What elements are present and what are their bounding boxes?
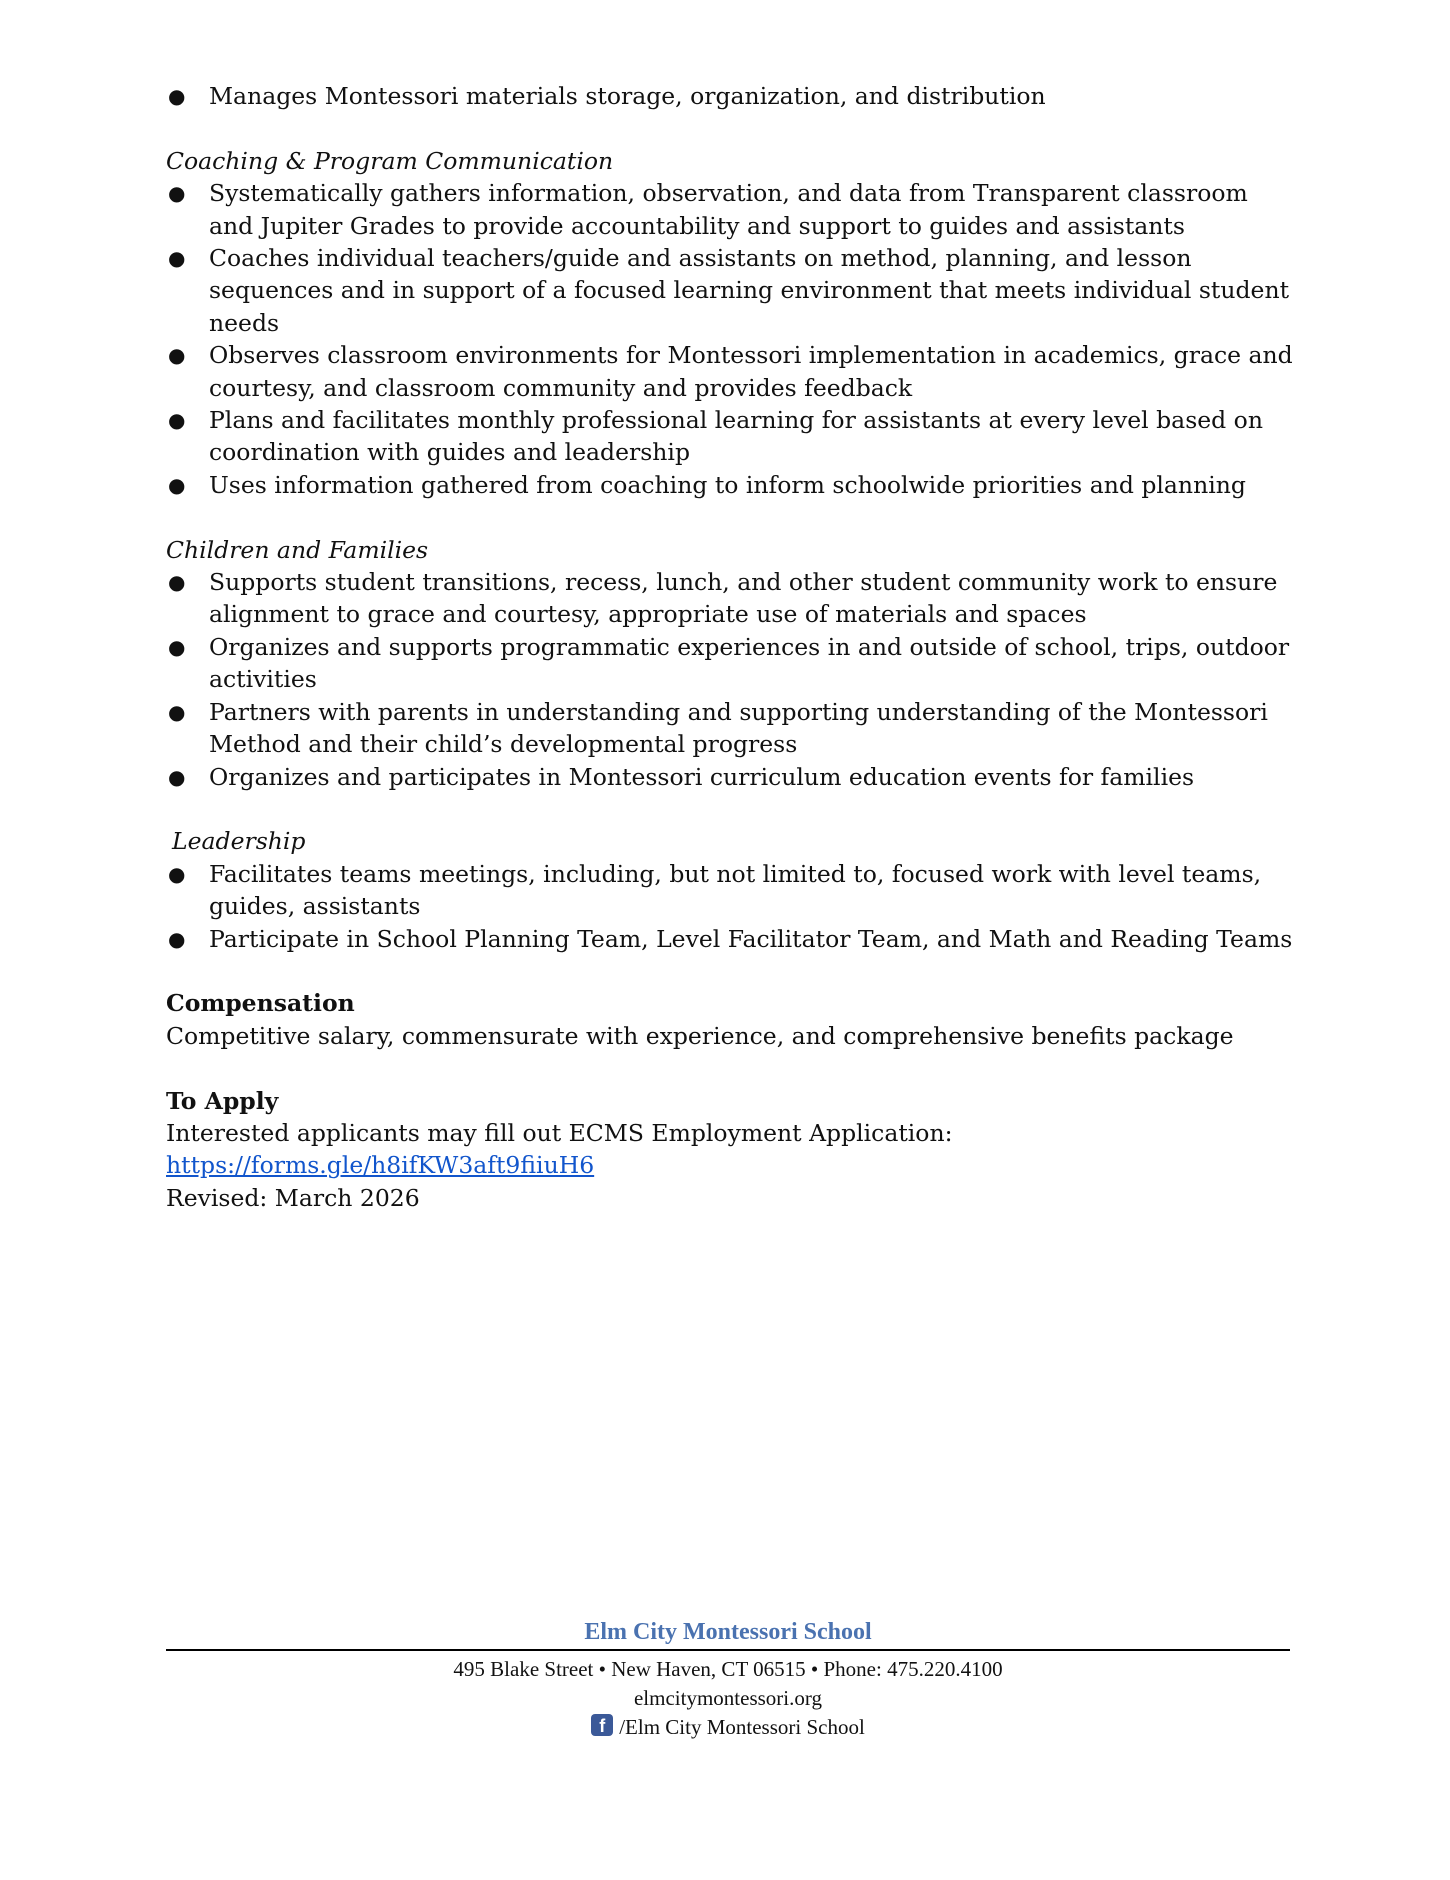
- list-item-text: Plans and facilitates monthly professional learning for assistants at every level based on coordination with guides and leadership: [209, 406, 1263, 467]
- list-item: [166, 631, 1296, 696]
- section-coaching: [166, 145, 1296, 501]
- bullet-icon: ●: [168, 699, 186, 724]
- list-item: [166, 339, 1296, 404]
- list-item: [166, 858, 1296, 923]
- apply-block: [166, 1085, 1296, 1215]
- list-item-text: Organizes and participates in Montessori curriculum education events for families: [209, 762, 1195, 791]
- section-leadership: [166, 825, 1296, 955]
- coaching-bullet-list: [166, 177, 1296, 501]
- bullet-icon: ●: [168, 634, 186, 659]
- leadership-bullet-list: [166, 858, 1296, 955]
- page-footer: [166, 1617, 1290, 1743]
- facebook-icon: f: [591, 1714, 613, 1736]
- list-item: [166, 242, 1296, 339]
- bullet-icon: ●: [168, 926, 186, 951]
- list-item-text: Coaches individual teachers/guide and assistants on method, planning, and lesson sequences and in support of a focused learning environment that meets individual student needs: [209, 244, 1290, 337]
- bullet-icon: ●: [168, 246, 186, 271]
- bullet-icon: ●: [168, 764, 186, 789]
- bullet-icon: ●: [168, 181, 186, 206]
- list-item-text: Participate in School Planning Team, Level Facilitator Team, and Math and Reading Teams: [209, 924, 1293, 953]
- list-item-text: Organizes and supports programmatic experiences in and outside of school, trips, outdoor activities: [209, 632, 1290, 694]
- bullet-icon: ●: [168, 570, 186, 595]
- list-item: [166, 404, 1296, 469]
- list-item: [166, 469, 1296, 501]
- footer-facebook-text: /Elm City Montessori School: [619, 1715, 865, 1739]
- list-item: [166, 923, 1296, 955]
- children-families-bullet-list: [166, 566, 1296, 793]
- bullet-icon: ●: [168, 343, 186, 368]
- list-item: [166, 80, 1296, 112]
- list-item-text: Manages Montessori materials storage, organization, and distribution: [209, 82, 1046, 110]
- footer-address: 495 Blake Street • New Haven, CT 06515 • Phone: 475.220.4100: [453, 1657, 1003, 1681]
- footer-divider: [166, 1649, 1290, 1651]
- bullet-icon: ●: [168, 861, 186, 886]
- list-item-text: Uses information gathered from coaching to inform schoolwide priorities and planning: [209, 470, 1246, 499]
- list-item-text: Facilitates teams meetings, including, but not limited to, focused work with level teams, guides, assistants: [209, 859, 1262, 921]
- footer-facebook: [591, 1713, 865, 1742]
- footer-website: elmcitymontessori.org: [633, 1686, 822, 1710]
- list-item-text: Observes classroom environments for Montessori implementation in academics, grace and courtesy, and classroom community and provides feedback: [209, 341, 1293, 402]
- bullet-icon: ●: [168, 408, 186, 433]
- list-item-text: Partners with parents in understanding and supporting understanding of the Montessori Method and their child’s developmental progress: [209, 697, 1268, 759]
- application-link[interactable]: https://forms.gle/h8ifKW3aft9fiiuH6: [166, 1151, 595, 1180]
- list-item-text: Supports student transitions, recess, lunch, and other student community work to ensure alignment to grace and courtesy, appropriate use of materials and spaces: [209, 568, 1278, 629]
- document-body: [166, 80, 1296, 1214]
- section-heading: Coaching & Program Communication: [166, 146, 614, 175]
- revised-date: Revised: March 2026: [166, 1183, 420, 1212]
- bullet-icon: ●: [168, 84, 186, 108]
- apply-heading: To Apply: [166, 1086, 279, 1115]
- list-item: [166, 177, 1296, 242]
- section-children-families: [166, 534, 1296, 793]
- list-item: [166, 566, 1296, 631]
- compensation-text: Competitive salary, commensurate with experience, and comprehensive benefits package: [166, 1021, 1234, 1050]
- top-bullet-list: [166, 80, 1296, 112]
- compensation-heading: Compensation: [166, 989, 355, 1018]
- footer-school-name: Elm City Montessori School: [584, 1619, 872, 1645]
- list-item: [166, 761, 1296, 793]
- bullet-icon: ●: [168, 472, 186, 497]
- list-item: [166, 696, 1296, 761]
- list-item-text: Systematically gathers information, observation, and data from Transparent classroom and Jupiter Grades to provide accountability and support to guides and assistants: [209, 179, 1248, 240]
- compensation-block: [166, 987, 1296, 1052]
- section-heading: Children and Families: [166, 535, 429, 564]
- section-heading: Leadership: [172, 827, 306, 856]
- apply-text: Interested applicants may fill out ECMS Employment Application:: [166, 1118, 953, 1147]
